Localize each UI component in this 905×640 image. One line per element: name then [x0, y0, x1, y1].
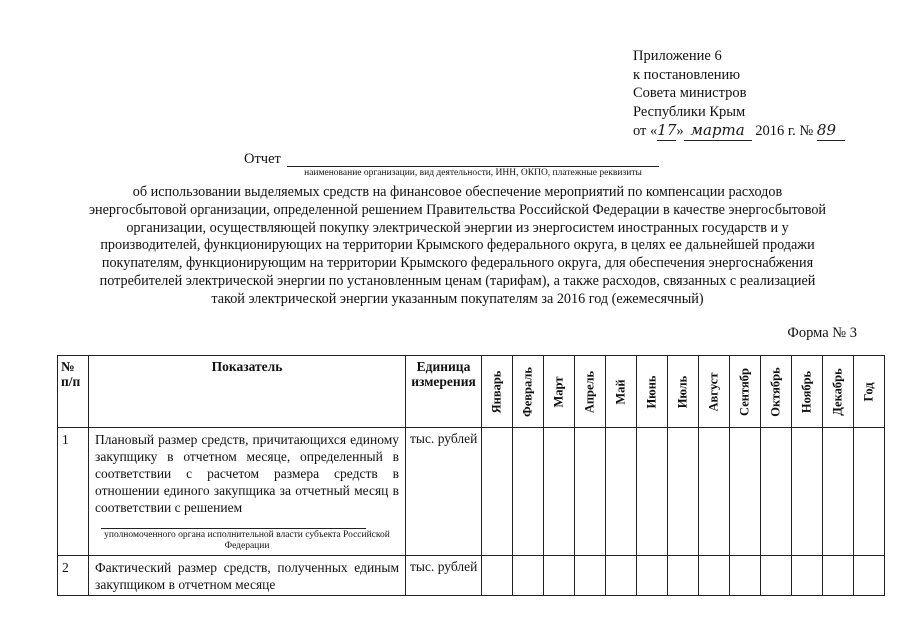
cell-value[interactable]	[823, 428, 854, 556]
cell-value[interactable]	[513, 556, 544, 596]
report-caption: наименование организации, вид деятельности, ИНН, ОКПО, платежные реквизиты	[304, 168, 642, 178]
row-unit: тыс. рублей	[406, 428, 482, 556]
cell-value[interactable]	[575, 556, 606, 596]
header-month-november: Ноябрь	[792, 356, 823, 428]
appendix-line-2: к постановлению	[633, 66, 741, 83]
appendix-date-line	[633, 121, 845, 141]
header-month-february: Февраль	[513, 356, 544, 428]
header-month-june: Июнь	[637, 356, 668, 428]
cell-value[interactable]	[761, 428, 792, 556]
cell-value[interactable]	[637, 428, 668, 556]
cell-value[interactable]	[544, 428, 575, 556]
header-indicator: Показатель	[89, 356, 406, 428]
cell-value[interactable]	[699, 428, 730, 556]
cell-value[interactable]	[606, 556, 637, 596]
header-month-march: Март	[544, 356, 575, 428]
cell-value[interactable]	[699, 556, 730, 596]
date-number-handwritten: 89	[817, 121, 845, 141]
cell-value[interactable]	[668, 556, 699, 596]
header-month-january: Январь	[482, 356, 513, 428]
cell-value[interactable]	[792, 428, 823, 556]
description-line: производителей, функционирующих на территории Крымского федерального округа, в целях ее дальнейшей продажи	[100, 237, 815, 254]
description-line: потребителей электрической энергии по установленным ценам (тарифам), а также расходов, связанных с реализацией	[99, 272, 816, 289]
header-month-october: Октябрь	[761, 356, 792, 428]
cell-value[interactable]	[792, 556, 823, 596]
description-line: энергосбытовой организации, определенной решением Правительства Российской Федерации в качестве энергосбытовой	[88, 201, 827, 218]
cell-value[interactable]	[730, 428, 761, 556]
report-description	[55, 184, 860, 309]
cell-value[interactable]	[544, 556, 575, 596]
cell-value[interactable]	[575, 428, 606, 556]
header-month-december: Декабрь	[823, 356, 854, 428]
row-indicator: Фактический размер средств, полученных единым закупщиком в отчетном месяце	[89, 556, 406, 596]
row-num: 1	[58, 428, 89, 556]
description-line: об использовании выделяемых средств на финансовое обеспечение мероприятий по компенсации расходов	[132, 184, 783, 200]
header-num: № п/п	[58, 356, 89, 428]
indicator-subcaption: уполномоченного органа исполнительной власти субъекта Российской Федерации	[104, 530, 390, 551]
table-row	[58, 428, 885, 556]
header-month-september: Сентябр	[730, 356, 761, 428]
appendix-line-3: Совета министров	[633, 85, 747, 101]
form-number: Форма № 3	[787, 325, 857, 341]
date-year: 2016 г. №	[755, 123, 814, 139]
header-month-april: Апрель	[575, 356, 606, 428]
report-label: Отчет	[244, 151, 281, 167]
date-mid: »	[676, 123, 684, 139]
row-num: 2	[58, 556, 89, 596]
cell-value[interactable]	[823, 556, 854, 596]
date-month-handwritten: марта	[684, 121, 752, 141]
cell-value[interactable]	[730, 556, 761, 596]
cell-value[interactable]	[606, 428, 637, 556]
header-month-may: Май	[606, 356, 637, 428]
cell-value[interactable]	[513, 428, 544, 556]
row-unit: тыс. рублей	[406, 556, 482, 596]
cell-value[interactable]	[482, 556, 513, 596]
description-line: покупателям, функционирующим на территории Крымского федерального округа, для обеспечения энергоснабжения	[101, 255, 814, 272]
header-year: Год	[854, 356, 885, 428]
cell-value[interactable]	[668, 428, 699, 556]
table-row	[58, 556, 885, 596]
header-month-july: Июль	[668, 356, 699, 428]
header-unit: Единица измерения	[406, 356, 482, 428]
appendix-block	[633, 47, 845, 141]
cell-value[interactable]	[854, 428, 885, 556]
table-header-row	[58, 356, 885, 428]
date-day-handwritten: 17	[657, 121, 677, 139]
cell-value[interactable]	[637, 556, 668, 596]
report-table	[57, 355, 885, 596]
report-name-line	[287, 166, 659, 167]
date-prefix: от «	[633, 123, 658, 139]
description-line: организации, осуществляющей покупку электрической энергии из энергосистем иностранных государств и у	[126, 219, 789, 236]
header-month-august: Август	[699, 356, 730, 428]
cell-value[interactable]	[854, 556, 885, 596]
description-line: такой электрической энергии указанным покупателям за 2016 год (ежемесячный)	[211, 290, 704, 307]
appendix-line-4: Республики Крым	[633, 103, 746, 120]
row-indicator	[89, 428, 406, 556]
appendix-line-1: Приложение 6	[633, 48, 722, 64]
indicator-text: Плановый размер средств, причитающихся единому закупщику в отчетном месяце, определенный в соответствии с расчетом размера средств в отношении единого закупщика за отчетный месяц в соответствии с решением	[95, 432, 399, 515]
cell-value[interactable]	[482, 428, 513, 556]
cell-value[interactable]	[761, 556, 792, 596]
